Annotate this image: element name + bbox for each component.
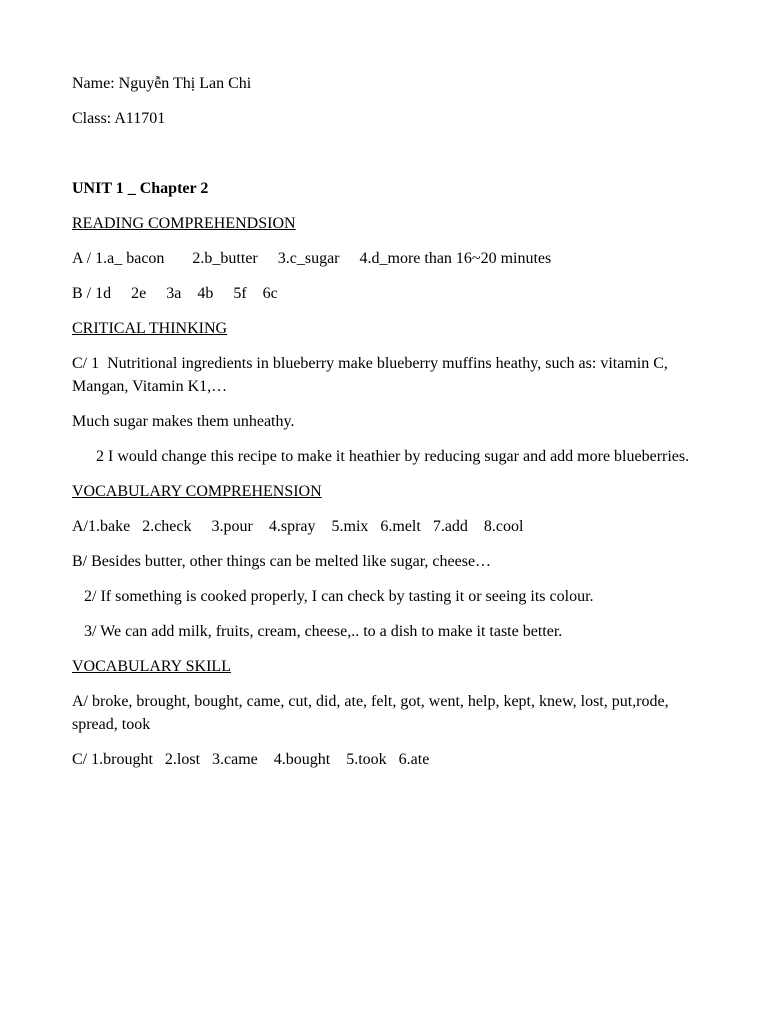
vocab-comp-heading: VOCABULARY COMPREHENSION: [72, 483, 322, 500]
reading-answer-b: B / 1d 2e 3a 4b 5f 6c: [72, 285, 278, 302]
reading-answer-a: A / 1.a_ bacon 2.b_butter 3.c_sugar 4.d_more than 16~20 minutes: [72, 250, 552, 267]
vocab-comp-answer-b2: 2/ If something is cooked properly, I can check by tasting it or seeing its colour.: [84, 588, 594, 605]
vocab-comp-answer-a: A/1.bake 2.check 3.pour 4.spray 5.mix 6.melt 7.add 8.cool: [72, 518, 524, 535]
vocab-skill-heading: VOCABULARY SKILL: [72, 658, 231, 675]
unit-title: UNIT 1 _ Chapter 2: [72, 180, 209, 197]
critical-answer-c1: C/ 1 Nutritional ingredients in blueberry make blueberry muffins heathy, such as: vitamin C, Mangan, Vitamin K1,…: [72, 355, 672, 395]
critical-answer-c2-text: 2 I would change this recipe to make it heathier by reducing sugar and add more blueberries.: [96, 448, 690, 465]
vocab-comp-answer-b1: B/ Besides butter, other things can be melted like sugar, cheese…: [72, 553, 492, 570]
vocab-skill-answer-a: A/ broke, brought, bought, came, cut, did, ate, felt, got, went, help, kept, knew, lost, put,rode, spread, took: [72, 693, 673, 733]
vocab-comp-answer-b3: 3/ We can add milk, fruits, cream, cheese,.. to a dish to make it taste better.: [84, 623, 563, 640]
vocab-skill-answer-c: C/ 1.brought 2.lost 3.came 4.bought 5.took 6.ate: [72, 751, 430, 768]
reading-heading: READING COMPREHENDSION: [72, 215, 296, 232]
critical-answer-c1-cont: Much sugar makes them unheathy.: [72, 413, 295, 430]
document-body: [72, 72, 692, 783]
critical-heading: CRITICAL THINKING: [72, 320, 228, 337]
blank-line: [72, 142, 692, 165]
student-name: Name: Nguyễn Thị Lan Chi: [72, 75, 252, 92]
student-class: Class: A11701: [72, 110, 166, 127]
critical-answer-c2: [72, 445, 692, 468]
